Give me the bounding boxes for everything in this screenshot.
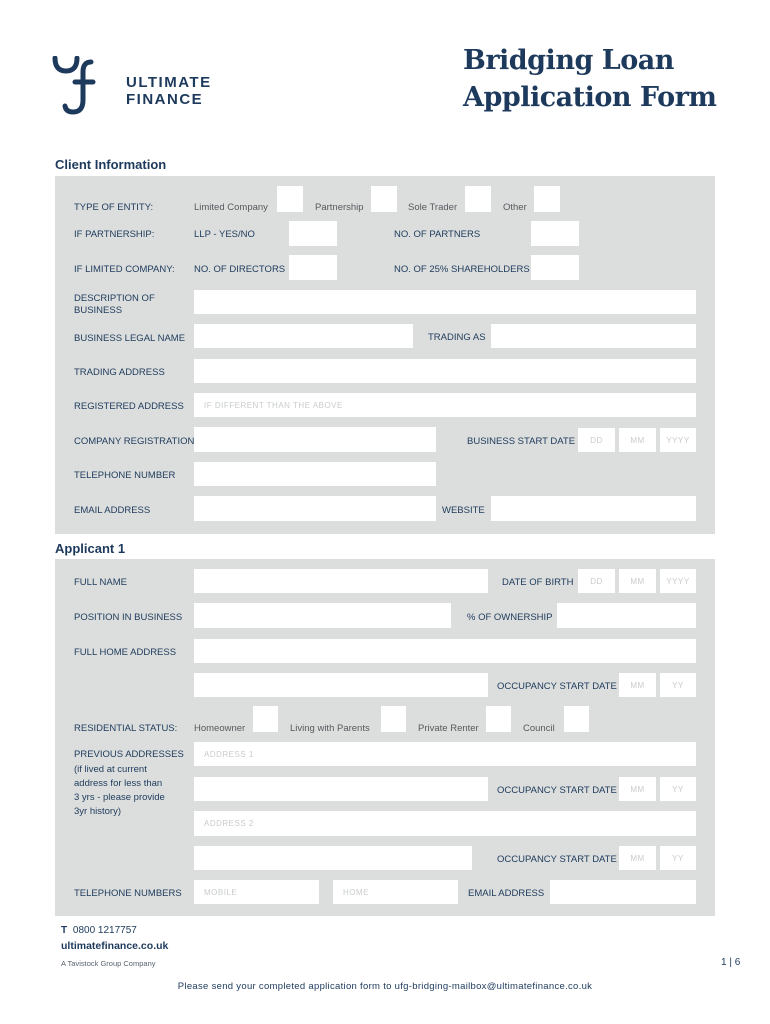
entity-limited-company-checkbox[interactable] bbox=[277, 186, 303, 212]
previous-addresses-note bbox=[74, 763, 165, 819]
previous-note-line3: 3 yrs - please provide bbox=[74, 792, 165, 803]
description-field[interactable] bbox=[194, 290, 696, 314]
no-of-shareholders-field[interactable] bbox=[531, 255, 579, 280]
council-checkbox[interactable] bbox=[564, 706, 589, 732]
full-name-field[interactable] bbox=[194, 569, 488, 593]
entity-option-sole-trader: Sole Trader bbox=[408, 202, 458, 213]
registered-address-placeholder: IF DIFFERENT THAN THE ABOVE bbox=[204, 400, 343, 410]
type-of-entity-label: TYPE OF ENTITY: bbox=[74, 202, 154, 213]
business-start-day-field[interactable] bbox=[578, 428, 615, 452]
previous-address2-field[interactable] bbox=[194, 811, 696, 836]
brand-line2: FINANCE bbox=[126, 91, 204, 108]
mobile-field[interactable] bbox=[194, 880, 319, 904]
no-of-directors-field[interactable] bbox=[289, 255, 337, 280]
trading-as-label: TRADING AS bbox=[428, 332, 486, 343]
phone-prefix: T bbox=[61, 925, 68, 936]
occupancy-start-date-label: OCCUPANCY START DATE bbox=[497, 681, 617, 692]
position-in-business-label: POSITION IN BUSINESS bbox=[74, 612, 183, 623]
registered-address-label: REGISTERED ADDRESS bbox=[74, 401, 184, 412]
previous-address1-line2-field[interactable] bbox=[194, 777, 488, 801]
prev2-year-placeholder: YY bbox=[672, 853, 684, 863]
business-legal-name-field[interactable] bbox=[194, 324, 413, 348]
dob-year-placeholder: YYYY bbox=[666, 576, 690, 586]
footer-company: A Tavistock Group Company bbox=[61, 959, 156, 968]
telephone-number-field[interactable] bbox=[194, 462, 436, 486]
mobile-placeholder: MOBILE bbox=[204, 887, 238, 897]
dob-day-placeholder: DD bbox=[590, 576, 603, 586]
business-start-year-field[interactable] bbox=[660, 428, 696, 452]
home-placeholder: HOME bbox=[343, 887, 369, 897]
brand-name bbox=[126, 74, 212, 108]
dob-month-field[interactable] bbox=[619, 569, 656, 593]
applicant-email-field[interactable] bbox=[550, 880, 696, 904]
company-registration-field[interactable] bbox=[194, 427, 436, 452]
prev1-year-placeholder: YY bbox=[672, 784, 684, 794]
no-of-partners-field[interactable] bbox=[531, 221, 579, 246]
page-number: 1 | 6 bbox=[721, 957, 741, 968]
residential-option-council: Council bbox=[523, 723, 555, 734]
date-of-birth-label: DATE OF BIRTH bbox=[502, 577, 574, 588]
website-field[interactable] bbox=[491, 496, 696, 521]
title-line1: Bridging Loan bbox=[463, 45, 674, 76]
residential-option-homeowner: Homeowner bbox=[194, 723, 246, 734]
full-name-label: FULL NAME bbox=[74, 577, 127, 588]
applicant-section-title: Applicant 1 bbox=[55, 541, 126, 556]
if-limited-company-label: IF LIMITED COMPANY: bbox=[74, 264, 175, 275]
telephone-numbers-label: TELEPHONE NUMBERS bbox=[74, 888, 182, 899]
previous-note-line1: (if lived at current bbox=[74, 764, 147, 775]
residential-option-living-with-parents: Living with Parents bbox=[290, 723, 370, 734]
prev1-month-placeholder: MM bbox=[630, 784, 645, 794]
phone-number: 0800 1217757 bbox=[72, 925, 137, 936]
home-address-line2-field[interactable] bbox=[194, 673, 488, 697]
no-of-partners-label: NO. OF PARTNERS bbox=[394, 229, 481, 240]
title-line2: Application Form bbox=[463, 82, 717, 113]
previous-note-line2: address for less than bbox=[74, 778, 163, 789]
month-placeholder: MM bbox=[630, 435, 645, 445]
address1-placeholder: ADDRESS 1 bbox=[204, 749, 254, 759]
footer-phone bbox=[61, 925, 137, 936]
previous-note-line4: 3yr history) bbox=[74, 806, 121, 817]
telephone-number-label: TELEPHONE NUMBER bbox=[74, 470, 176, 481]
email-address-field[interactable] bbox=[194, 496, 436, 521]
trading-as-field[interactable] bbox=[491, 324, 696, 348]
description-label-line1: DESCRIPTION OF bbox=[74, 293, 155, 304]
business-start-month-field[interactable] bbox=[619, 428, 656, 452]
business-start-date-label: BUSINESS START DATE bbox=[467, 436, 576, 447]
home-phone-field[interactable] bbox=[333, 880, 458, 904]
prev1-year-field[interactable] bbox=[660, 777, 696, 801]
entity-sole-trader-checkbox[interactable] bbox=[465, 186, 491, 212]
occupancy-year-field[interactable] bbox=[660, 673, 696, 697]
no-of-shareholders-label: NO. OF 25% SHAREHOLDERS bbox=[394, 264, 530, 275]
homeowner-checkbox[interactable] bbox=[253, 706, 278, 732]
address2-placeholder: ADDRESS 2 bbox=[204, 819, 254, 828]
registered-address-field[interactable] bbox=[194, 393, 696, 417]
llp-field[interactable] bbox=[289, 221, 337, 246]
brand-line1: ULTIMATE bbox=[126, 74, 212, 91]
occupancy-start-date-1-label: OCCUPANCY START DATE bbox=[497, 785, 617, 796]
occupancy-month-placeholder: MM bbox=[630, 680, 645, 690]
applicant-email-label: EMAIL ADDRESS bbox=[468, 888, 545, 899]
trading-address-field[interactable] bbox=[194, 359, 696, 383]
client-section-title: Client Information bbox=[55, 157, 167, 172]
private-renter-checkbox[interactable] bbox=[486, 706, 511, 732]
previous-address1-field[interactable] bbox=[194, 742, 696, 766]
residential-option-private-renter: Private Renter bbox=[418, 723, 479, 734]
entity-partnership-checkbox[interactable] bbox=[371, 186, 397, 212]
business-legal-name-label: BUSINESS LEGAL NAME bbox=[74, 333, 186, 344]
home-address-line1-field[interactable] bbox=[194, 639, 696, 663]
year-placeholder: YYYY bbox=[666, 435, 690, 445]
footer-website: ultimatefinance.co.uk bbox=[61, 940, 169, 952]
submission-note: Please send your completed application form to ufg-bridging-mailbox@ultimatefinance.co.uk bbox=[177, 981, 593, 992]
occupancy-start-date-2-label: OCCUPANCY START DATE bbox=[497, 854, 617, 865]
trading-address-label: TRADING ADDRESS bbox=[74, 367, 165, 378]
occupancy-month-field[interactable] bbox=[619, 673, 656, 697]
entity-option-partnership: Partnership bbox=[315, 202, 364, 213]
living-with-parents-checkbox[interactable] bbox=[381, 706, 406, 732]
dob-day-field[interactable] bbox=[578, 569, 615, 593]
entity-option-limited-company: Limited Company bbox=[194, 202, 268, 213]
company-registration-label: COMPANY REGISTRATION bbox=[74, 436, 195, 447]
description-label-line2: BUSINESS bbox=[74, 305, 123, 316]
ultimate-finance-logo-icon bbox=[52, 56, 118, 120]
dob-month-placeholder: MM bbox=[630, 576, 645, 586]
email-address-label: EMAIL ADDRESS bbox=[74, 505, 151, 516]
occupancy-year-placeholder: YY bbox=[672, 680, 684, 690]
no-of-directors-label: NO. OF DIRECTORS bbox=[194, 264, 286, 275]
if-partnership-label: IF PARTNERSHIP: bbox=[74, 229, 155, 240]
previous-address2-line2-field[interactable] bbox=[194, 846, 472, 870]
prev2-year-field[interactable] bbox=[660, 846, 696, 870]
ownership-field[interactable] bbox=[557, 603, 696, 628]
position-in-business-field[interactable] bbox=[194, 603, 451, 628]
residential-status-label: RESIDENTIAL STATUS: bbox=[74, 723, 178, 734]
previous-addresses-label: PREVIOUS ADDRESSES bbox=[74, 749, 184, 760]
llp-label: LLP - YES/NO bbox=[194, 229, 255, 240]
full-home-address-label: FULL HOME ADDRESS bbox=[74, 647, 177, 658]
prev2-month-field[interactable] bbox=[619, 846, 656, 870]
prev2-month-placeholder: MM bbox=[630, 853, 645, 863]
document-title bbox=[463, 42, 716, 116]
website-label: WEBSITE bbox=[442, 505, 485, 516]
dob-year-field[interactable] bbox=[660, 569, 696, 593]
entity-other-checkbox[interactable] bbox=[534, 186, 560, 212]
entity-option-other: Other bbox=[503, 202, 527, 213]
prev1-month-field[interactable] bbox=[619, 777, 656, 801]
ownership-label: % OF OWNERSHIP bbox=[467, 612, 553, 623]
day-placeholder: DD bbox=[590, 435, 603, 445]
description-label bbox=[74, 293, 155, 317]
